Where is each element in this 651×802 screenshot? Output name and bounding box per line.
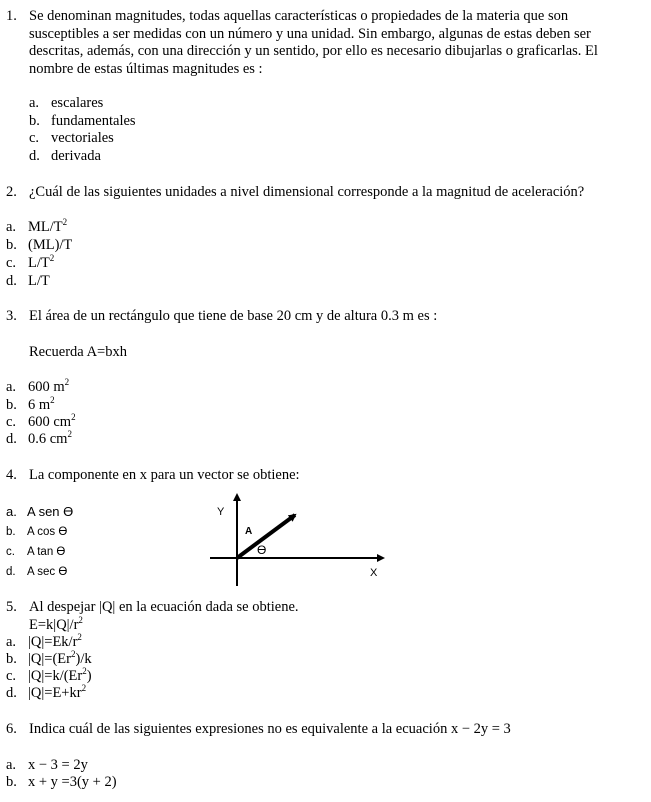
q2-option-c-letter: c. [6,255,17,271]
q2-text: ¿Cuál de las siguientes unidades a nivel dimensional corresponde a la magnitud de aceleración? [29,184,585,200]
q5-option-c-pre: |Q|=k/(Er [28,668,83,684]
q4-option-a: A sen ϴ [27,504,74,519]
y-axis-label: Y [217,506,225,518]
q3-option-b-sup: 2 [50,395,55,405]
q5-equation [29,617,83,635]
q4-option-a-letter: a. [6,504,17,519]
q5-option-d [28,685,86,703]
q1-option-b-letter: b. [29,113,40,129]
q6-text: Indica cuál de las siguientes expresiones no es equivalente a la ecuación x − 2y = 3 [29,721,511,737]
q2-option-c-sup: 2 [49,253,55,263]
q5-option-d-pre: |Q|=E+kr [28,685,82,701]
q1-option-c: vectoriales [51,130,114,146]
q5-option-c-letter: c. [6,668,17,684]
q5-option-a-letter: a. [6,634,17,650]
q6-option-b: x + y =3(y + 2) [28,774,117,790]
q4-option-d-letter: d. [6,566,16,578]
q3-option-d-sup: 2 [67,429,72,439]
vector-diagram [200,490,400,590]
q3-option-c-letter: c. [6,414,17,430]
q4-option-b-letter: b. [6,526,16,538]
q3-text: El área de un rectángulo que tiene de base 20 cm y de altura 0.3 m es : [29,308,438,324]
q5-option-d-sup: 2 [81,683,87,693]
q2-option-c [28,255,54,273]
q5-equation-text: E=k|Q|/r [29,617,79,633]
q3-option-c-sup: 2 [71,412,76,422]
q3-option-a-letter: a. [6,379,17,395]
q2-option-c-text: L/T [28,255,50,271]
q1-text: Se denominan magnitudes, todas aquellas características o propiedades de la materia que son susceptibles a ser medidas con un número y una unidad. Sin embargo, algunas de estas deben ser descritas, además, con una dirección y un sentido, por ello es necesario dibujarlas o graficarlas. El nombre de estas últimas magnitudes es : [29,8,598,77]
q1-option-b: fundamentales [51,113,136,129]
q3-option-b [28,397,55,415]
q5-option-a-pre: |Q|=Ek/r [28,634,78,650]
q4-option-d: A sec ϴ [27,566,68,578]
q2-option-a [28,219,67,237]
q4-option-c: A tan ϴ [27,546,66,558]
q5-option-b-post: )/k [75,651,92,667]
q3-hint: Recuerda A=bxh [29,344,127,360]
q3-option-d-text: 0.6 cm [28,431,68,447]
q4-number: 4. [6,467,17,483]
q5-number: 5. [6,599,17,615]
q2-option-a-sup: 2 [62,217,68,227]
q6-option-b-letter: b. [6,774,17,790]
x-axis-label: X [370,567,378,579]
q1-option-d: derivada [51,148,101,164]
q2-option-b: (ML)/T [28,237,73,253]
angle-label: ϴ [257,543,267,557]
q3-option-b-letter: b. [6,397,17,413]
q6-option-a: x − 3 = 2y [28,757,88,773]
q2-option-d: L/T [28,273,50,289]
q3-option-a-text: 600 m [28,379,65,395]
q5-option-d-letter: d. [6,685,17,701]
q5-option-c-sup: 2 [82,666,87,676]
q5-option-b-pre: |Q|=(Er [28,651,71,667]
q2-option-d-letter: d. [6,273,17,289]
q1-option-a: escalares [51,95,104,111]
q1-number: 1. [6,8,17,24]
q3-option-a-sup: 2 [64,377,70,387]
q5-option-b-letter: b. [6,651,17,667]
q4-text: La componente en x para un vector se obtiene: [29,467,300,483]
q3-number: 3. [6,308,17,324]
q3-option-b-text: 6 m [28,397,51,413]
q5-text: Al despejar |Q| en la ecuación dada se obtiene. [29,599,299,615]
q3-option-d [28,431,72,449]
q4-option-c-letter: c. [6,546,15,558]
q3-option-d-letter: d. [6,431,17,447]
q5-option-b-sup: 2 [70,649,76,659]
q5-equation-sup: 2 [78,615,83,625]
q1-option-d-letter: d. [29,148,40,164]
q3-option-c-text: 600 cm [28,414,72,430]
q2-option-a-text: ML/T [28,219,63,235]
q2-option-a-letter: a. [6,219,17,235]
q5-option-c-post: ) [86,668,92,684]
q1-option-a-letter: a. [29,95,40,111]
q2-number: 2. [6,184,17,200]
q3-option-a [28,379,69,397]
q6-option-a-letter: a. [6,757,17,773]
vector-label: A [245,526,253,537]
q6-number: 6. [6,721,17,737]
q1-option-c-letter: c. [29,130,40,146]
q4-option-b: A cos ϴ [27,526,68,538]
q5-option-a-sup: 2 [77,632,82,642]
q2-option-b-letter: b. [6,237,17,253]
